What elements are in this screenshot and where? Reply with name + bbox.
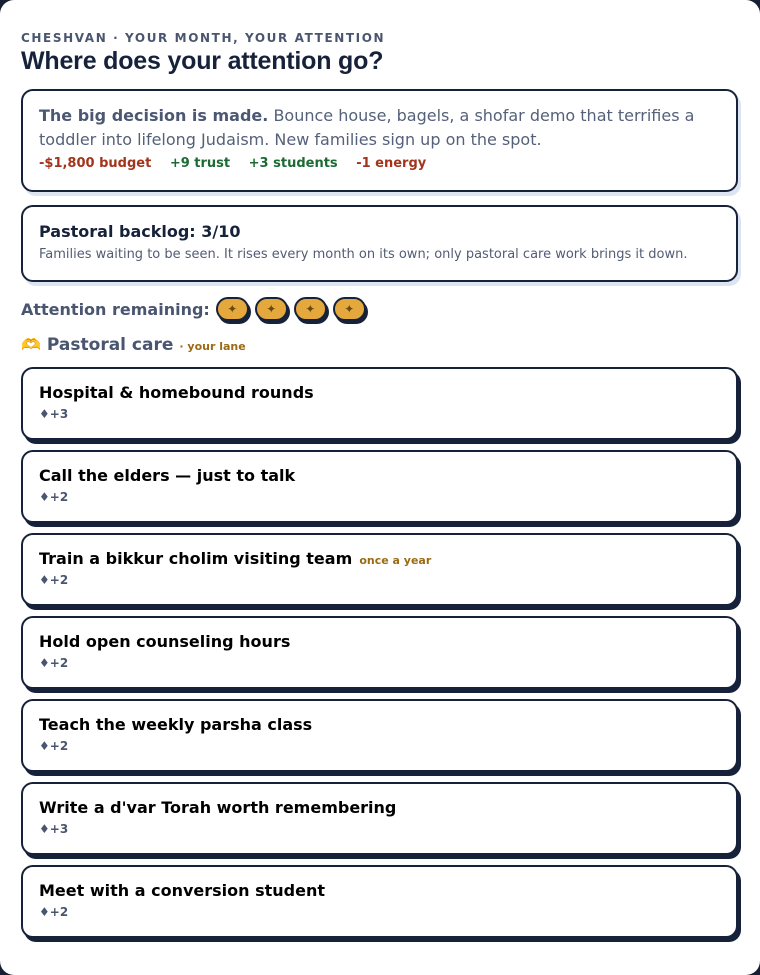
- effect-students: +3 students: [248, 156, 338, 171]
- action-cost: ♦+3: [39, 822, 69, 836]
- attention-tokens: [216, 297, 372, 321]
- effect-energy: -1 energy: [356, 156, 427, 171]
- action-cost: ♦+2: [39, 905, 69, 919]
- action-hospital-rounds[interactable]: [21, 367, 738, 440]
- lane-title: Pastoral care: [46, 335, 174, 355]
- action-cost: ♦+2: [39, 490, 69, 504]
- action-counseling-hours[interactable]: [21, 616, 738, 689]
- action-name: Call the elders — just to talk: [39, 466, 296, 485]
- attention-token-icon: ✦: [333, 297, 366, 321]
- action-list: [21, 367, 739, 938]
- action-cost: ♦+2: [39, 656, 69, 670]
- decision-description: Bounce house, bagels, a shofar demo that terrifies a toddler into lifelong Judaism. New families sign up on the spot.: [39, 106, 695, 149]
- action-name: Hold open counseling hours: [39, 632, 291, 651]
- month-kicker: CHESHVAN · YOUR MONTH, YOUR ATTENTION: [21, 31, 386, 45]
- action-conversion-student[interactable]: [21, 865, 738, 938]
- backlog-heading: Pastoral backlog: 3/10: [39, 222, 241, 241]
- action-name: Write a d'var Torah worth remembering: [39, 798, 397, 817]
- action-name: Hospital & homebound rounds: [39, 383, 314, 402]
- attention-label: Attention remaining:: [21, 299, 210, 319]
- action-name: Train a bikkur cholim visiting team: [39, 549, 353, 568]
- lane-subtitle: · your lane: [179, 340, 246, 353]
- backlog-card: [21, 205, 738, 282]
- action-call-elders[interactable]: [21, 450, 738, 523]
- action-cost: ♦+2: [39, 739, 69, 753]
- heart-hands-icon: 🫶: [21, 335, 41, 354]
- lane-header: [21, 335, 739, 355]
- action-name: Teach the weekly parsha class: [39, 715, 313, 734]
- action-name: Meet with a conversion student: [39, 881, 325, 900]
- attention-token-icon: ✦: [255, 297, 288, 321]
- action-parsha-class[interactable]: [21, 699, 738, 772]
- action-train-bikkur-cholim[interactable]: [21, 533, 738, 606]
- decision-lead: The big decision is made.: [39, 106, 269, 125]
- backlog-description: Families waiting to be seen. It rises every month on its own; only pastoral care work brings it down.: [39, 247, 688, 262]
- attention-token-icon: ✦: [216, 297, 249, 321]
- effect-budget: -$1,800 budget: [39, 156, 152, 171]
- action-cost: ♦+2: [39, 573, 69, 587]
- decision-card: [21, 89, 738, 192]
- decision-text: [39, 104, 720, 152]
- action-dvar-torah[interactable]: [21, 782, 738, 855]
- page-title: Where does your attention go?: [21, 47, 384, 75]
- decision-effects: [39, 156, 720, 171]
- action-cost: ♦+3: [39, 407, 69, 421]
- attention-remaining: [21, 294, 739, 324]
- effect-trust: +9 trust: [169, 156, 231, 171]
- action-frequency-tag: once a year: [359, 554, 432, 567]
- attention-token-icon: ✦: [294, 297, 327, 321]
